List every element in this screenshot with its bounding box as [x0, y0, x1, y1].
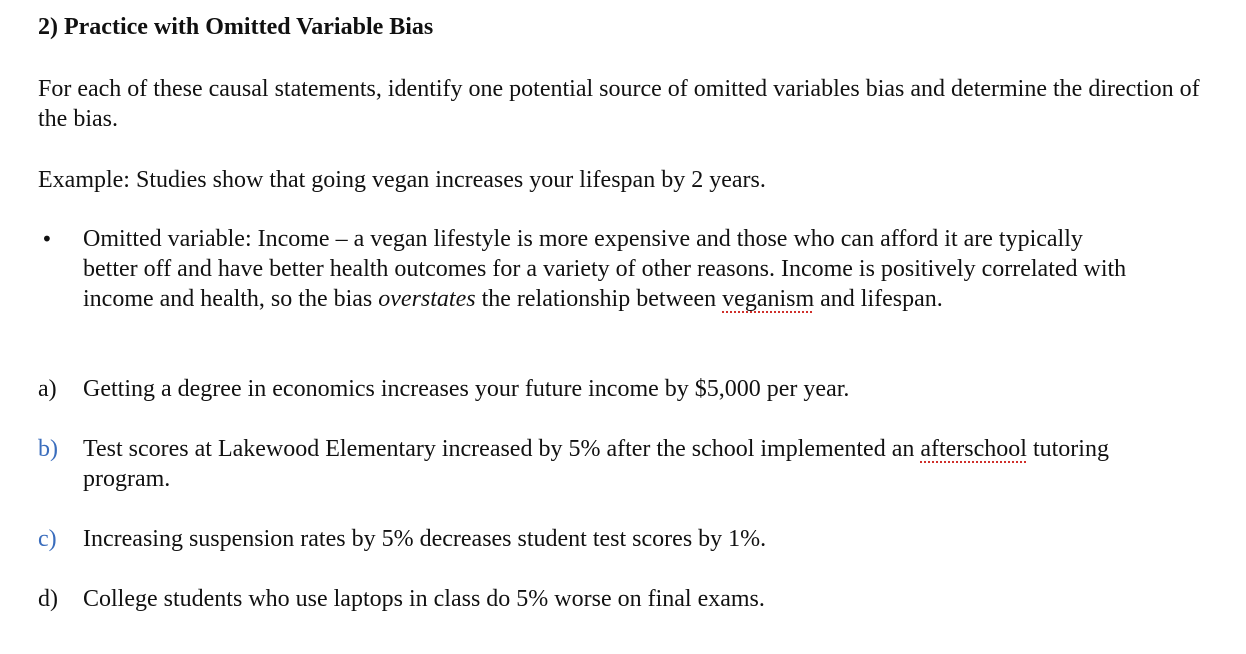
answer-emphasis: overstates	[378, 286, 476, 312]
answer-text-part2: the relationship between	[475, 286, 723, 312]
spellcheck-flagged-word[interactable]: afterschool	[920, 436, 1027, 462]
list-label-d: d)	[38, 586, 58, 612]
spellcheck-flagged-word[interactable]: veganism	[722, 286, 815, 312]
intro-paragraph: For each of these causal statements, identify one potential source of omitted variables bias and determine the direction of the bias.	[38, 76, 1200, 132]
answer-text-part3: and lifespan.	[814, 286, 943, 312]
list-label-a: a)	[38, 376, 57, 402]
section-heading: 2) Practice with Omitted Variable Bias	[38, 14, 434, 40]
bullet-icon: •	[41, 227, 53, 251]
answer-text-part1: Omitted variable: Income – a vegan lifestyle is more expensive and those who can afford it are typically better off and have better health outcomes for a variety of other reasons. Income is positively correlated with income and health, so the bias	[83, 226, 1127, 312]
list-text-a: Getting a degree in economics increases your future income by $5,000 per year.	[83, 376, 850, 402]
example-statement: Example: Studies show that going vegan increases your lifespan by 2 years.	[38, 167, 766, 193]
list-label-b: b)	[38, 436, 58, 462]
list-text-b-before: Test scores at Lakewood Elementary increased by 5% after the school implemented an	[83, 436, 921, 462]
list-text-c: Increasing suspension rates by 5% decreases student test scores by 1%.	[83, 526, 767, 552]
list-label-c: c)	[38, 526, 57, 552]
example-answer-text	[83, 224, 1133, 314]
list-text-d: College students who use laptops in class do 5% worse on final exams.	[83, 586, 765, 612]
list-text-b-after: tutoring program.	[83, 436, 1109, 492]
list-text-b	[83, 434, 1183, 494]
